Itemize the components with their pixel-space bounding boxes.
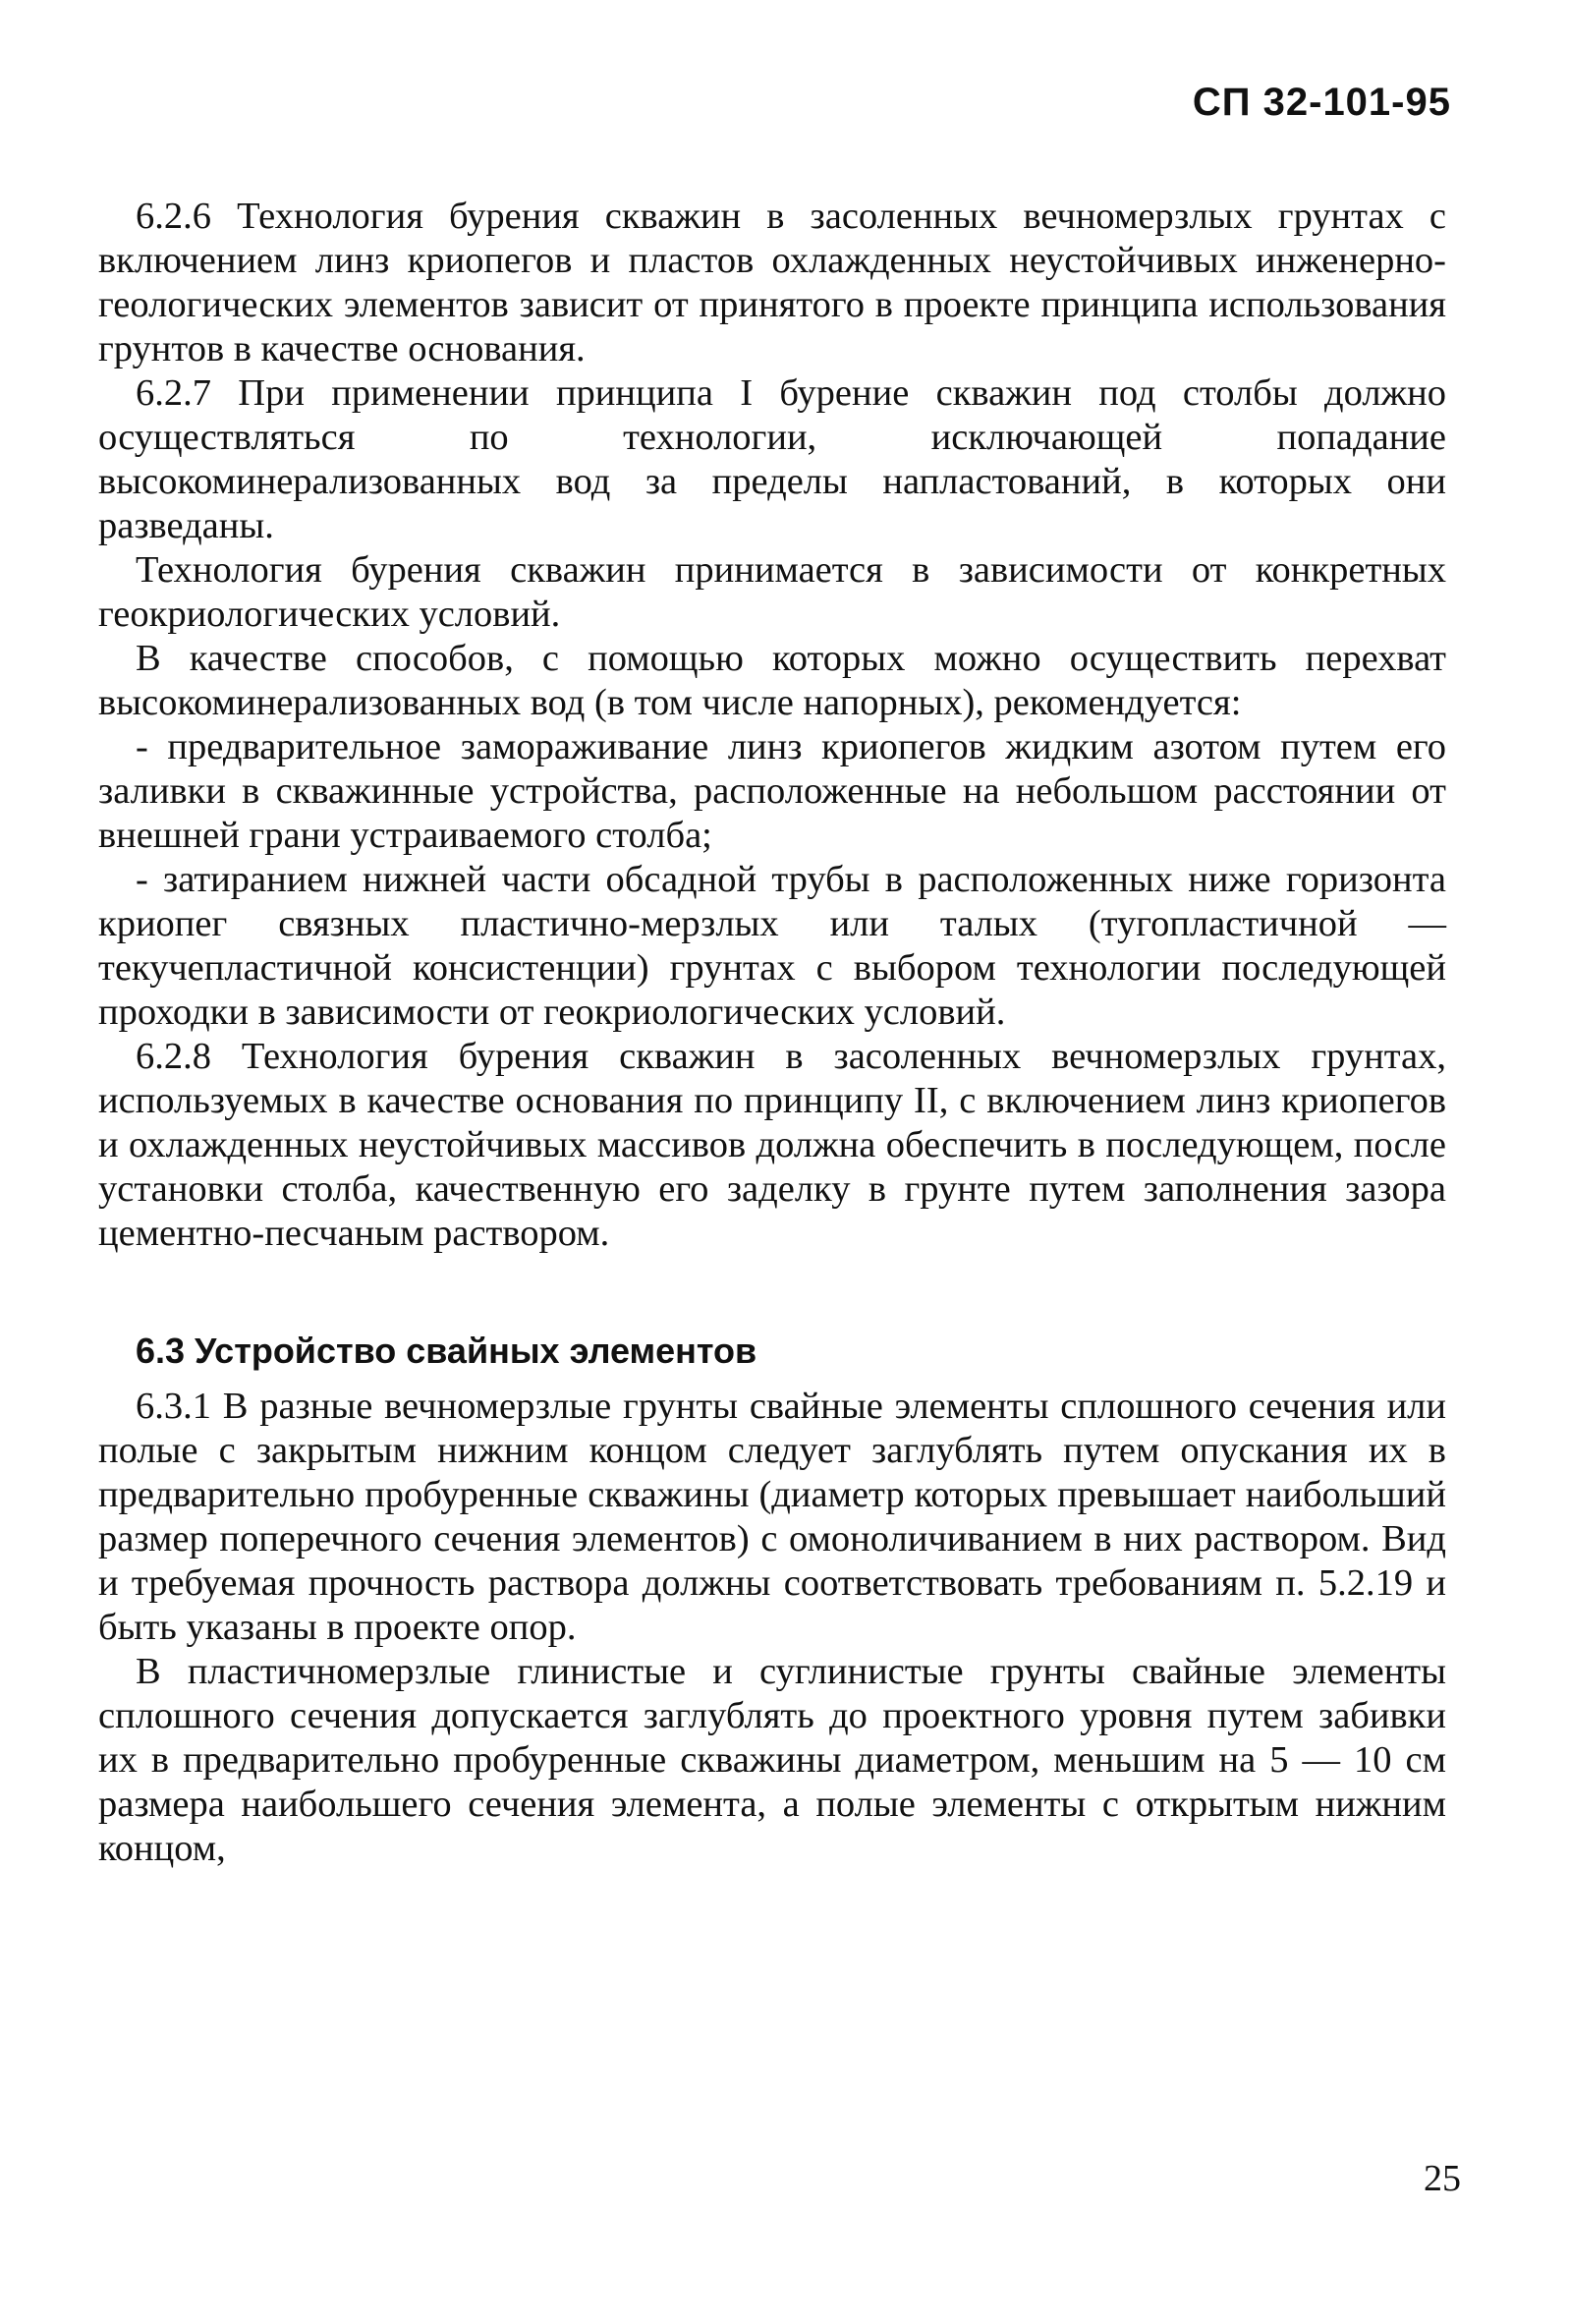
document-body	[98, 195, 1446, 1871]
paragraph-6-2-8: 6.2.8 Технология бурения скважин в засоленных вечномерзлых грунтах, используемых в качестве основания по принципу II, с включением линз криопегов и охлажденных неустойчивых массивов должна обеспечить в последующем, после установки столба, качественную его заделку в грунте путем заполнения зазора цементно-песчаным раствором.	[98, 1036, 1446, 1254]
paragraph-drilling-technology: Технология бурения скважин принимается в зависимости от конкретных геокриологических условий.	[98, 549, 1446, 635]
paragraph-6-3-1: 6.3.1 В разные вечномерзлые грунты свайные элементы сплошного сечения или полые с закрытым нижним концом следует заглублять путем опускания их в предварительно пробуренные скважины (диаметр которых превышает наибольший размер поперечного сечения элементов) с омоноличиванием в них раствором. Вид и требуемая прочность раствора должны соответствовать требованиям п. 5.2.19 и быть указаны в проекте опор.	[98, 1386, 1446, 1648]
paragraph-plastic-frozen-soils: В пластичномерзлые глинистые и суглинистые грунты свайные элементы сплошного сечения допускается заглублять до проектного уровня путем забивки их в предварительно пробуренные скважины диаметром, меньшим на 5 — 10 см размера наибольшего сечения элемента, а полые элементы с открытым нижним концом,	[98, 1651, 1446, 1869]
paragraph-6-2-7: 6.2.7 При применении принципа I бурение скважин под столбы должно осуществляться по технологии, исключающей попадание высокоминерализованных вод за пределы напластований, в которых они разведаны.	[98, 372, 1446, 546]
document-code-header: СП 32-101-95	[1192, 81, 1451, 124]
section-heading-6-3: 6.3 Устройство свайных элементов	[136, 1331, 757, 1371]
list-item-freezing: - предварительное замораживание линз криопегов жидким азотом путем его заливки в скважинные устройства, расположенные на небольшом расстоянии от внешней грани устраиваемого столба;	[98, 726, 1446, 856]
page-number: 25	[1424, 2158, 1461, 2199]
paragraph-interception-methods: В качестве способов, с помощью которых можно осуществить перехват высокоминерализованных вод (в том числе напорных), рекомендуется:	[98, 638, 1446, 723]
list-item-casing-sealing: - затиранием нижней части обсадной трубы в расположенных ниже горизонта криопег связных пластично-мерзлых или талых (тугопластичной — текучепластичной консистенции) грунтах с выбором технологии последующей проходки в зависимости от геокриологических условий.	[98, 859, 1446, 1033]
paragraph-6-2-6: 6.2.6 Технология бурения скважин в засоленных вечномерзлых грунтах с включением линз криопегов и пластов охлажденных неустойчивых инженерно-геологических элементов зависит от принятого в проекте принципа использования грунтов в качестве основания.	[98, 196, 1446, 369]
